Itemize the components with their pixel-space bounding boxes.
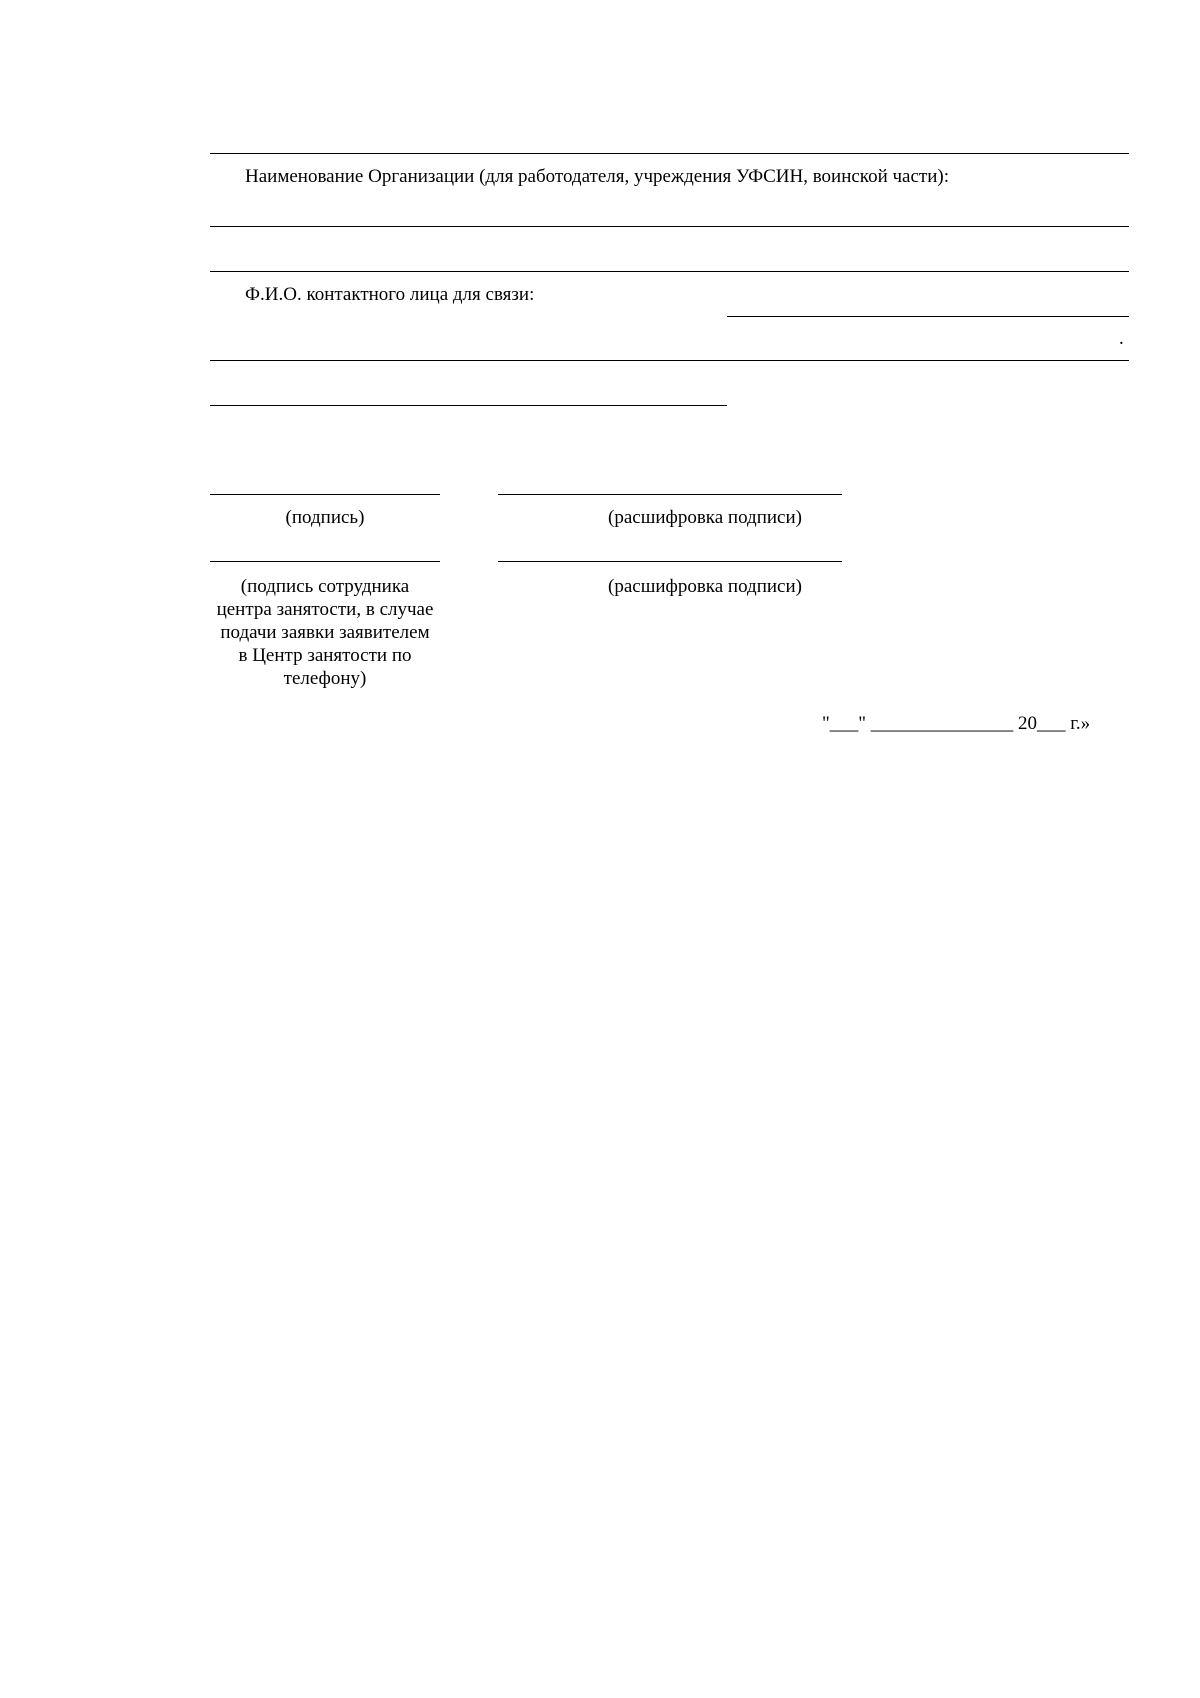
employee-signature-line[interactable] <box>210 561 440 562</box>
applicant-signature-line[interactable] <box>210 494 440 495</box>
rule-top <box>210 153 1129 154</box>
employee-decoding-line[interactable] <box>498 561 842 562</box>
applicant-decoding-line[interactable] <box>498 494 842 495</box>
applicant-decoding-caption: (расшифровка подписи) <box>608 507 802 528</box>
applicant-signature-caption: (подпись) <box>285 507 365 528</box>
org-name-label: Наименование Организации (для работодателя, учреждения УФСИН, воинской части): <box>245 166 949 187</box>
employee-decoding-caption: (расшифровка подписи) <box>608 576 802 597</box>
contact-person-field-line[interactable] <box>727 316 1129 317</box>
contact-field-line-3[interactable] <box>210 405 727 406</box>
trailing-dot: . <box>1119 328 1124 349</box>
employee-signature-caption: (подпись сотрудника центра занятости, в случае подачи заявки заявителем в Центр занятости по телефону) <box>216 576 434 689</box>
contact-person-label: Ф.И.О. контактного лица для связи: <box>245 284 535 305</box>
org-name-field-line[interactable] <box>210 226 1129 227</box>
org-name-field-line-2[interactable] <box>210 271 1129 272</box>
date-line: "___" _______________ 20___ г.» <box>822 713 1091 734</box>
contact-field-line-2[interactable] <box>210 360 1129 361</box>
